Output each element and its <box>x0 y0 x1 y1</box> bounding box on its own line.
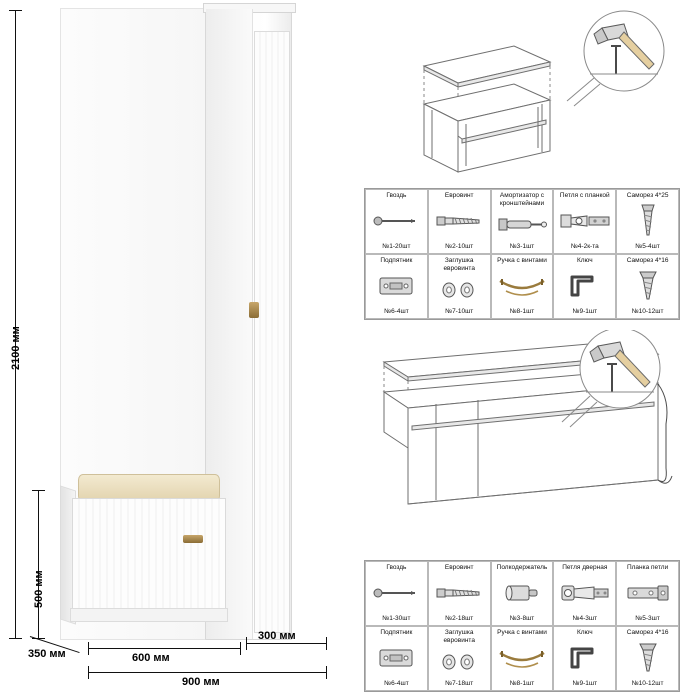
part-name: Подпятник <box>380 629 413 636</box>
dim-tick <box>240 642 241 655</box>
part-quantity: №9-1шт <box>572 680 598 687</box>
furniture-illustration <box>10 0 360 700</box>
part-quantity: №8-1шт <box>509 308 535 315</box>
part-cell-nail <box>365 561 428 626</box>
cabinet-door-handle <box>249 302 259 318</box>
dim-label-height: 2100 мм <box>10 326 22 370</box>
part-name: Саморез 4*16 <box>626 257 669 264</box>
dim-line-bench-width <box>88 648 240 649</box>
dim-tick <box>326 637 327 650</box>
part-name: Амортизатор с кронштейнами <box>499 192 545 207</box>
dim-tick <box>246 637 247 650</box>
hammer-callout <box>567 11 664 106</box>
cap-icon <box>430 272 489 308</box>
furniture-foot-icon <box>367 637 426 681</box>
part-name: Ключ <box>576 629 593 636</box>
part-name: Евровинт <box>444 564 474 571</box>
part-quantity: №10-12шт <box>631 308 664 315</box>
part-quantity: №1-20шт <box>382 243 411 250</box>
part-quantity: №5-3шт <box>635 615 660 622</box>
part-cell-allen-key <box>553 626 616 691</box>
bench-plinth <box>70 608 228 622</box>
part-name: Ручка с винтами <box>497 629 547 636</box>
part-name: Полкодержатель <box>496 564 548 571</box>
allen-key-icon <box>555 265 614 309</box>
instruction-steps-column <box>362 0 680 700</box>
bench-carcass <box>424 84 550 172</box>
shelf-support-icon <box>493 572 552 616</box>
part-quantity: №8-1шт <box>509 680 535 687</box>
dim-line-bench-height <box>38 490 39 638</box>
furniture-foot-icon <box>367 265 426 309</box>
part-quantity: №9-1шт <box>572 308 598 315</box>
cabinet-assembly-drawing <box>362 330 680 560</box>
part-cell-furniture-foot <box>365 254 428 319</box>
part-quantity: №3-8шт <box>509 615 535 622</box>
handle-icon <box>493 265 552 309</box>
part-cell-handle <box>491 626 554 691</box>
part-cell-confirmat-screw <box>428 561 491 626</box>
part-quantity: №2-10шт <box>445 243 474 250</box>
dim-line-total-width <box>88 672 326 673</box>
part-name: Саморез 4*16 <box>626 629 669 636</box>
dim-label-total-width: 900 мм <box>182 676 220 688</box>
hinge-plate-icon <box>618 572 677 616</box>
step-2-illustration <box>362 330 680 560</box>
step-1-illustration <box>362 6 680 181</box>
dim-tick <box>32 490 45 491</box>
part-cell-cap <box>428 254 491 319</box>
dim-tick <box>326 666 327 679</box>
bench-handle <box>183 535 203 543</box>
part-cell-nail <box>365 189 428 254</box>
hinge-with-plate-icon <box>555 200 614 244</box>
nail-icon <box>367 572 426 616</box>
part-cell-gas-lift <box>491 189 554 254</box>
dim-line-height <box>15 10 16 638</box>
part-name: Подпятник <box>380 257 413 264</box>
part-cell-handle <box>491 254 554 319</box>
confirmat-screw-icon <box>430 200 489 244</box>
dim-label-depth: 350 мм <box>28 648 66 660</box>
part-cell-door-hinge <box>553 561 616 626</box>
parts-table-bottom <box>364 560 680 692</box>
part-cell-shelf-support <box>491 561 554 626</box>
part-name: Заглушка евровинта <box>443 629 475 644</box>
gas-lift-icon <box>493 207 552 243</box>
part-quantity: №6-4шт <box>384 308 409 315</box>
part-quantity: №1-30шт <box>382 615 411 622</box>
part-name: Заглушка евровинта <box>443 257 475 272</box>
screw-4x16-icon <box>618 637 677 681</box>
cabinet-door <box>254 31 290 633</box>
part-quantity: №7-18шт <box>445 680 474 687</box>
dim-label-bench-height: 500 мм <box>33 570 45 608</box>
part-quantity: №6-4шт <box>384 680 409 687</box>
part-cell-allen-key <box>553 254 616 319</box>
dim-line-cabinet-width <box>246 643 326 644</box>
dim-label-cabinet-width: 300 мм <box>258 630 296 642</box>
bench-assembly-drawing <box>362 6 680 181</box>
dim-label-bench-width: 600 мм <box>132 652 170 664</box>
part-cell-screw-4x16 <box>616 626 679 691</box>
part-cell-screw-4x25 <box>616 189 679 254</box>
bench-front-panel <box>72 498 226 610</box>
part-name: Ручка с винтами <box>497 257 547 264</box>
part-quantity: №7-10шт <box>445 308 474 315</box>
part-quantity: №2-18шт <box>445 615 474 622</box>
part-name: Планка петли <box>626 564 669 571</box>
part-quantity: №5-4шт <box>635 243 660 250</box>
dim-tick <box>9 10 22 11</box>
parts-table-top <box>364 188 680 320</box>
part-name: Петля дверная <box>562 564 608 571</box>
part-quantity: №10-12шт <box>631 680 664 687</box>
dim-tick <box>88 666 89 679</box>
part-cell-hinge-plate <box>616 561 679 626</box>
part-quantity: №4-3шт <box>572 615 598 622</box>
part-name: Саморез 4*25 <box>626 192 669 199</box>
dim-tick <box>9 638 22 639</box>
part-cell-hinge-with-plate <box>553 189 616 254</box>
nail-icon <box>367 200 426 244</box>
part-name: Гвоздь <box>386 192 407 199</box>
confirmat-screw-icon <box>430 572 489 616</box>
cap-icon <box>430 644 489 680</box>
part-quantity: №3-1шт <box>509 243 535 250</box>
screw-4x16-icon <box>618 265 677 309</box>
part-cell-furniture-foot <box>365 626 428 691</box>
dim-tick <box>88 642 89 655</box>
screw-4x25-icon <box>618 200 677 244</box>
part-name: Евровинт <box>444 192 474 199</box>
part-cell-cap <box>428 626 491 691</box>
allen-key-icon <box>555 637 614 681</box>
handle-icon <box>493 637 552 681</box>
part-cell-confirmat-screw <box>428 189 491 254</box>
part-name: Ключ <box>576 257 593 264</box>
bench-unit <box>60 468 225 638</box>
part-name: Гвоздь <box>386 564 407 571</box>
part-cell-screw-4x16 <box>616 254 679 319</box>
door-hinge-icon <box>555 572 614 616</box>
bench-top-panel <box>424 46 550 87</box>
part-name: Петля с планкой <box>559 192 610 199</box>
part-quantity: №4-2к-та <box>570 243 599 250</box>
